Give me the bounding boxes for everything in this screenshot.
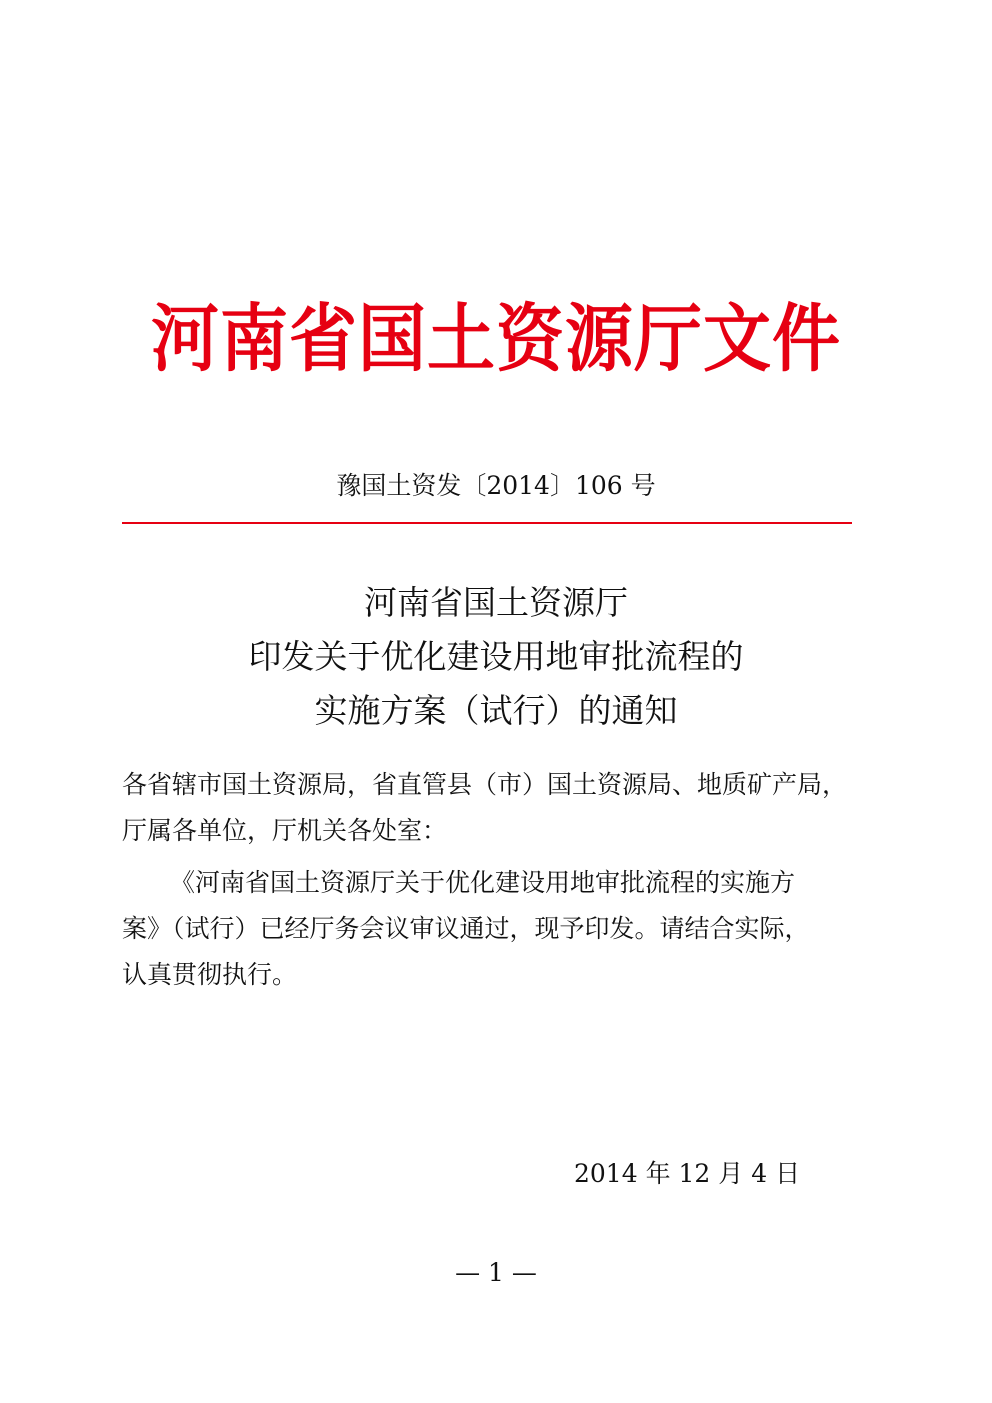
- masthead-title: 河南省国土资源厅文件: [150, 296, 841, 383]
- recipients-line-2: 厅属各单位，厅机关各处室：: [122, 816, 448, 845]
- body-line-1: 《河南省国土资源厅关于优化建设用地审批流程的实施方: [170, 868, 796, 897]
- notice-title: [0, 578, 992, 740]
- issue-date: 2014 年 12 月 4 日: [574, 1159, 801, 1188]
- title-line-3: 实施方案（试行）的通知: [314, 691, 678, 730]
- title-line-2: 印发关于优化建设用地审批流程的: [248, 637, 744, 676]
- title-line-1: 河南省国土资源厅: [364, 583, 628, 622]
- body-line-3: 认真贯彻执行。: [122, 960, 298, 989]
- document-number: 豫国土资发〔2014〕106 号: [336, 471, 656, 500]
- recipients-line-1: 各省辖市国土资源局，省直管县（市）国土资源局、地质矿产局，: [122, 770, 848, 799]
- page-number: — 1 —: [455, 1258, 537, 1287]
- red-divider-line: [122, 522, 852, 524]
- body-line-2: 案》（试行）已经厅务会议审议通过，现予印发。请结合实际，: [122, 914, 810, 943]
